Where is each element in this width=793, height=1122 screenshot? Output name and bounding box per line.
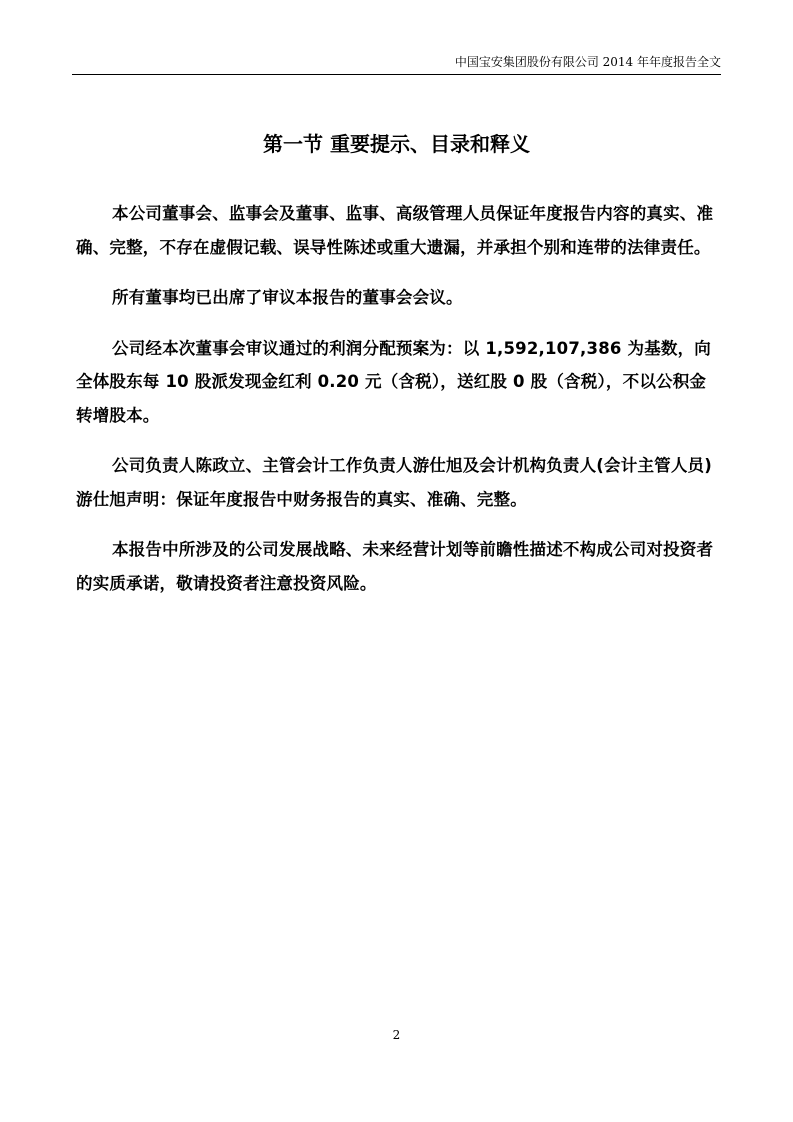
section-title: 第一节 重要提示、目录和释义: [263, 132, 530, 156]
paragraph-profit-distribution: 公司经本次董事会审议通过的利润分配预案为：以 1,592,107,386 为基数，向全体股东每 10 股派发现金红利 0.20 元（含税），送红股 0 股（含税），不以公积金转增股本。: [76, 338, 711, 425]
paragraph-forward-looking-disclaimer: 本报告中所涉及的公司发展战略、未来经营计划等前瞻性描述不构成公司对投资者的实质承诺，敬请投资者注意投资风险。: [76, 540, 714, 593]
page-number: 2: [392, 1028, 401, 1042]
page-header: [72, 52, 721, 75]
paragraph-executive-declaration: 公司负责人陈政立、主管会计工作负责人游仕旭及会计机构负责人(会计主管人员)游仕旭声明：保证年度报告中财务报告的真实、准确、完整。: [76, 456, 712, 509]
paragraph-responsibility-statement: 本公司董事会、监事会及董事、监事、高级管理人员保证年度报告内容的真实、准确、完整，不存在虚假记载、误导性陈述或重大遗漏，并承担个别和连带的法律责任。: [76, 204, 714, 257]
body-text: [76, 197, 718, 617]
paragraph-board-attendance: 所有董事均已出席了审议本报告的董事会会议。: [112, 288, 463, 307]
running-header-title: 中国宝安集团股份有限公司 2014 年年度报告全文: [454, 55, 721, 69]
